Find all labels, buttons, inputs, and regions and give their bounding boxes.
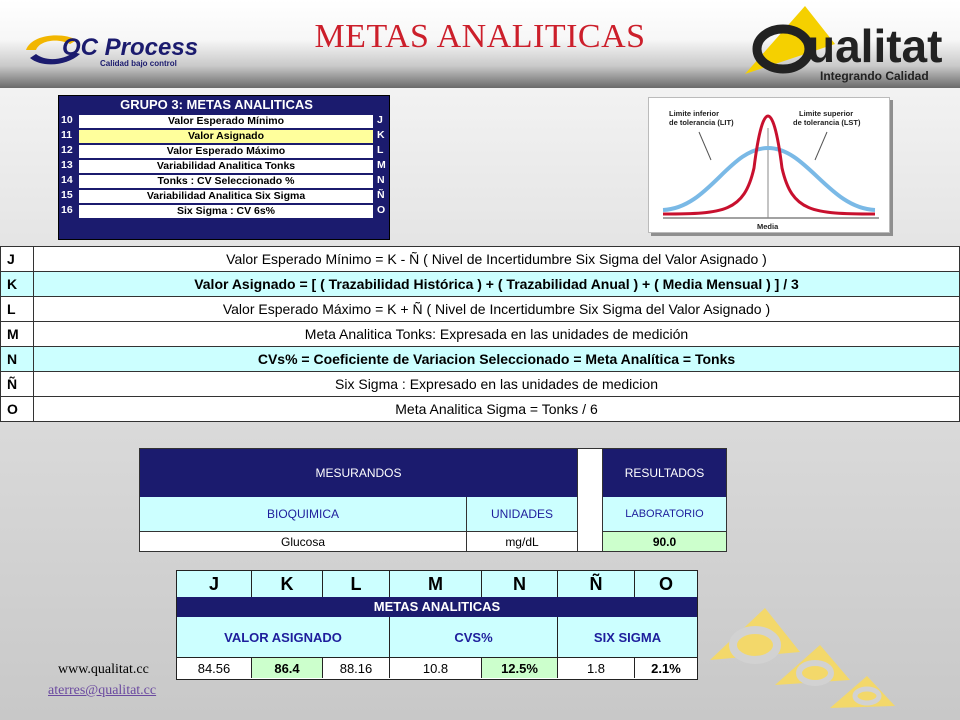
valor-asignado-header: VALOR ASIGNADO (177, 617, 390, 657)
cvs-header: CVS% (390, 617, 558, 657)
definition-row (1, 372, 960, 397)
group-row-letter: Ñ (377, 189, 385, 201)
metas-letter-header: M (390, 571, 482, 597)
definition-letter: K (1, 272, 34, 297)
analyte-cell: Glucosa (140, 531, 467, 551)
result-cell: 90.0 (603, 531, 726, 551)
group-row-label: Valor Asignado (79, 130, 373, 143)
definition-row (1, 247, 960, 272)
group-row (59, 204, 389, 219)
definition-text: Valor Esperado Mínimo = K - Ñ ( Nivel de Incertidumbre Six Sigma del Valor Asignado ) (34, 247, 960, 272)
definition-row (1, 272, 960, 297)
group-row (59, 144, 389, 159)
group-row-letter: M (377, 159, 386, 171)
results-header: RESULTADOS (603, 449, 726, 497)
website-text: www.qualitat.cc (58, 662, 149, 677)
page-title: METAS ANALITICAS (314, 18, 646, 55)
metas-letter-header: N (482, 571, 558, 597)
group-row-label: Variabilidad Analitica Tonks (79, 160, 373, 173)
definition-letter: L (1, 297, 34, 322)
metas-letter-header: L (323, 571, 390, 597)
six-sigma-header: SIX SIGMA (558, 617, 697, 657)
definition-row (1, 322, 960, 347)
group-row-number: 11 (61, 129, 73, 141)
metas-value-cell: 12.5% (482, 657, 558, 678)
definitions-table (0, 246, 960, 422)
definition-letter: J (1, 247, 34, 272)
group-row (59, 159, 389, 174)
unit-cell: mg/dL (467, 531, 577, 551)
svg-text:OC Process: OC Process (62, 34, 199, 61)
group-row-number: 10 (61, 114, 73, 126)
definition-text: Valor Asignado = [ ( Trazabilidad Histórica ) + ( Trazabilidad Anual ) + ( Media Mensual ) ] / 3 (34, 272, 960, 297)
metas-value-cell: 10.8 (390, 657, 482, 678)
group-row-number: 14 (61, 174, 73, 186)
metas-letter-header: K (252, 571, 323, 597)
upper-limit-label: Limite superior de tolerancia (LST) (793, 109, 861, 127)
group-row (59, 189, 389, 204)
definition-letter: M (1, 322, 34, 347)
oc-process-logo (22, 28, 212, 70)
svg-text:Integrando Calidad: Integrando Calidad (820, 69, 929, 83)
group-row-letter: J (377, 114, 383, 126)
qualitat-logo (735, 4, 945, 84)
group-row (59, 114, 389, 129)
group-row-label: Valor Esperado Mínimo (79, 115, 373, 128)
metas-value-cell: 88.16 (323, 657, 390, 678)
group-row-letter: L (377, 144, 384, 156)
header-bar (0, 0, 960, 88)
definition-row (1, 397, 960, 422)
group-row-number: 13 (61, 159, 73, 171)
group-row-label: Valor Esperado Máximo (79, 145, 373, 158)
group-title: GRUPO 3: METAS ANALITICAS (120, 97, 313, 112)
definition-row (1, 297, 960, 322)
decorative-q-triangles-icon (705, 600, 920, 710)
group-row-label: Variabilidad Analitica Six Sigma (79, 190, 373, 203)
mesurandos-header: MESURANDOS (140, 449, 577, 497)
definition-text: CVs% = Coeficiente de Variacion Seleccionado = Meta Analítica = Tonks (34, 347, 960, 372)
group-row-letter: N (377, 174, 385, 186)
definition-text: Meta Analitica Sigma = Tonks / 6 (34, 397, 960, 422)
definition-text: Valor Esperado Máximo = K + Ñ ( Nivel de Incertidumbre Six Sigma del Valor Asignado ) (34, 297, 960, 322)
metas-letter-header: Ñ (558, 571, 635, 597)
media-label: Media (757, 222, 779, 231)
group-row-letter: O (377, 204, 386, 216)
definition-letter: N (1, 347, 34, 372)
group-row-number: 12 (61, 144, 73, 156)
group-row-number: 16 (61, 204, 73, 216)
unidades-header: UNIDADES (467, 497, 577, 531)
definition-text: Six Sigma : Expresado en las unidades de medicion (34, 372, 960, 397)
group-row-number: 15 (61, 189, 73, 201)
definition-row (1, 347, 960, 372)
svg-text:Calidad bajo control: Calidad bajo control (100, 59, 177, 68)
group-row (59, 174, 389, 189)
definition-letter: O (1, 397, 34, 422)
bioquimica-header: BIOQUIMICA (140, 497, 467, 531)
metas-value-cell: 2.1% (635, 657, 697, 678)
definition-text: Meta Analitica Tonks: Expresada en las unidades de medición (34, 322, 960, 347)
group-metas-table (58, 95, 390, 240)
metas-value-cell: 84.56 (177, 657, 252, 678)
svg-text:ualitat: ualitat (807, 20, 943, 72)
group-row-letter: K (377, 129, 385, 141)
metas-value-cell: 1.8 (558, 657, 635, 678)
email-link[interactable]: aterres@qualitat.cc (48, 683, 157, 698)
metas-analiticas-table (176, 570, 698, 680)
mesurandos-table (139, 448, 727, 552)
lower-limit-label: Limite inferior de tolerancia (LIT) (669, 109, 734, 127)
definition-letter: Ñ (1, 372, 34, 397)
metas-subtitle: METAS ANALITICAS (177, 597, 697, 617)
tolerance-curve-figure (648, 97, 890, 233)
table-spacer (577, 449, 603, 551)
group-row-label: Six Sigma : CV 6s% (79, 205, 373, 218)
metas-value-cell: 86.4 (252, 657, 323, 678)
laboratorio-header: LABORATORIO (603, 497, 726, 531)
metas-letter-header: J (177, 571, 252, 597)
group-row (59, 129, 389, 144)
metas-letter-header: O (635, 571, 697, 597)
group-row-label: Tonks : CV Seleccionado % (79, 175, 373, 188)
